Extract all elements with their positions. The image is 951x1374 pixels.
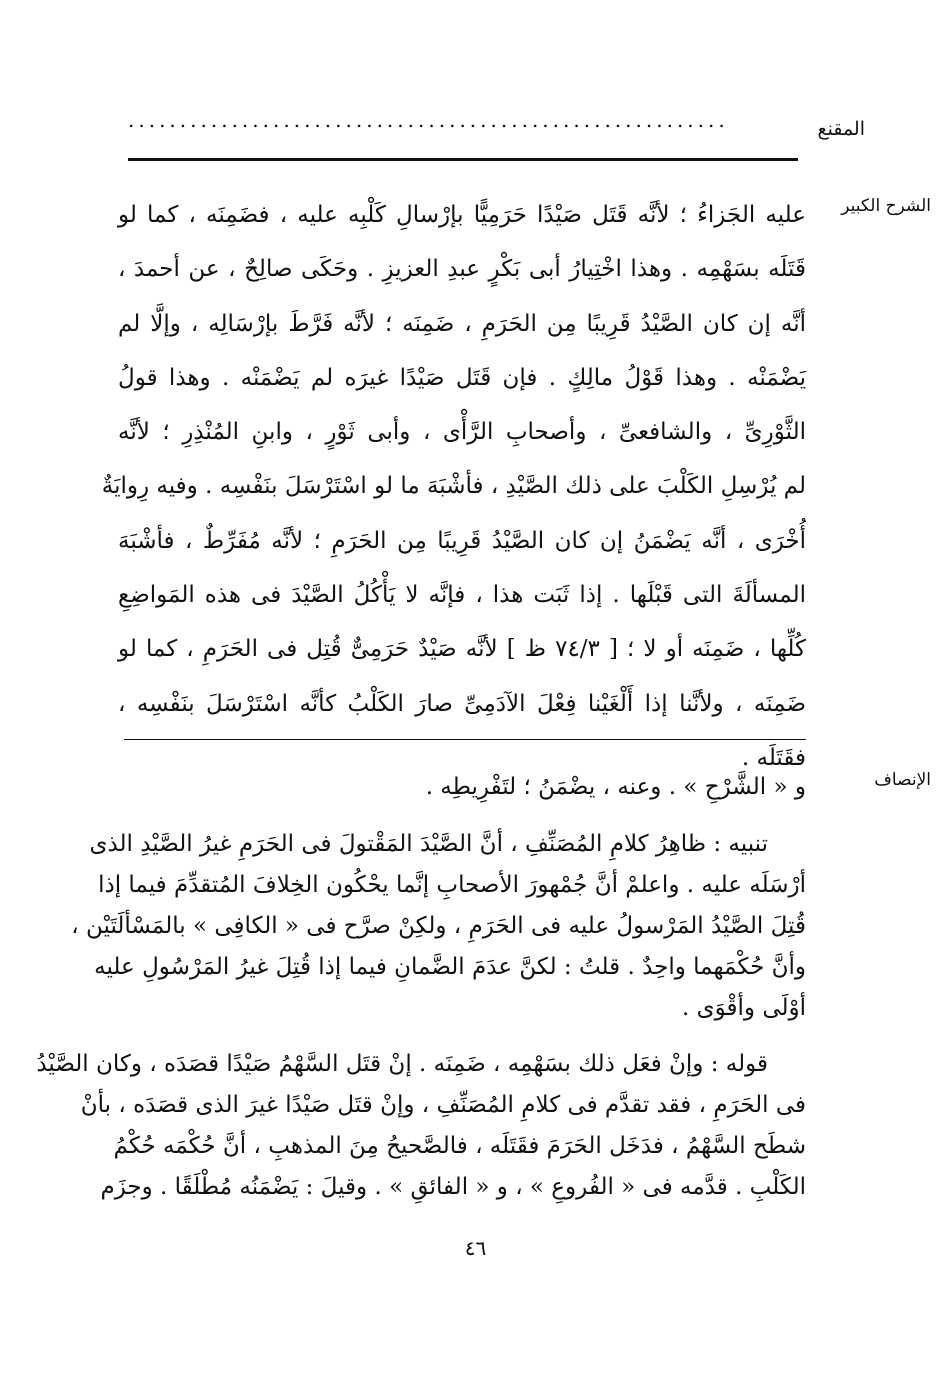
header-rule — [128, 158, 798, 161]
text-line: فى الحَرَمِ ، فقد تقدَّم فى كلامِ المُصَنِّفِ ، وإنْ قتَل صَيْدًا غيرَ الذى قصَدَه ، بأنْ — [80, 1092, 806, 1118]
text-line: و « الشَّرْحِ » . وعنه ، يضْمَنُ ؛ لتَفْرِيطِه . — [425, 774, 806, 800]
text-line: عليه الجَزاءُ ؛ لأنَّه قَتَل صَيْدًا حَرَمِيًّا بإرْسالِ كَلْبِه عليه ، فضَمِنَه ، كما لو — [118, 202, 806, 228]
header-dotted-leader: .......................................................... — [128, 108, 729, 132]
section-divider — [124, 739, 806, 740]
text-line: أُخْرَى ، أنَّه يَضْمَنُ إن كان الصَّيْدُ قَرِيبًا مِن الحَرَمِ ؛ لأنَّه مُفَرِّطٌ ، فأشْبَهَ — [118, 527, 806, 554]
section-label-sharh: الشرح الكبير — [841, 196, 931, 216]
text-line: المسألَةَ التى قَبْلَها . إذا ثَبَت هذا ، فإنَّه لا يَأْكُلُ الصَّيْدَ فى هذه المَواضِعِ — [118, 582, 806, 609]
text-line: كُلِّها ، ضَمِنَه أو لا ؛ [ ٧٤/٣ ظ ] لأنَّه صَيْدٌ حَرَمِىٌّ قُتِل فى الحَرَمِ ، كما لو — [118, 636, 806, 663]
text-line: قَتَلَه بسَهْمِه . وهذا اخْتِيارُ أبى بَكْرٍ عبدِ العزيزِ . وحَكَى صالِحٌ ، عن أحمدَ ، — [118, 256, 806, 283]
text-line: شطَح السَّهْمُ ، فدَخَل الحَرَمَ فقَتَلَه ، فالصَّحيحُ مِنَ المذهبِ ، أنَّ حُكْمَه حُكْمُ — [113, 1133, 806, 1159]
sharh-text-block — [101, 188, 806, 785]
text-line: الكَلْبِ . قدَّمه فى « الفُروعِ » ، و « الفائقِ » . وقيلَ : يَضْمَنُه مُطْلَقًا . وجزَم — [100, 1174, 806, 1200]
qawluh-paragraph — [36, 1044, 806, 1208]
text-line: قُتِلَ الصَّيْدُ المَرْسولُ عليه فى الحَرَمِ ، ولكِنْ صرَّح فى « الكافِى » بالمَسْألَتَيْن ، — [71, 913, 806, 939]
page-number: ٤٦ — [464, 1236, 487, 1260]
insaf-intro — [118, 766, 806, 808]
text-line: الثَّوْرِىِّ ، والشافعىِّ ، وأصحابِ الرَّأْى ، وأبى ثَوْرٍ ، وابنِ المُنْذِرِ ؛ لأنَّه — [118, 419, 806, 446]
text-line: أنَّه إن كان الصَّيْدُ قَرِيبًا مِن الحَرَمِ ، ضَمِنَه ؛ لأنَّه فَرَّطَ بإرْسَالِه ، وإلَّا لم — [118, 310, 806, 337]
text-line: وأنَّ حُكْمَهما واحِدٌ . قلتُ : لكنَّ عدَمَ الضَّمانِ فيما إذا قُتِلَ غيرُ المَرْسُولِ عليه — [94, 954, 806, 980]
tanbih-paragraph — [71, 824, 806, 1029]
text-line: قوله : وإنْ فعَل ذلك بسَهْمِه ، ضَمِنَه . إنْ قتَل السَّهْمُ صَيْدًا قصَدَه ، وكان الصَّيْدُ — [36, 1051, 768, 1077]
text-line: تنبيه : ظاهِرُ كلامِ المُصَنِّفِ ، أنَّ الصَّيْدَ المَقْتولَ فى الحَرَمِ غيرُ الصَّيْدِ الذى — [89, 831, 768, 857]
text-line: فقَتَلَه . — [741, 744, 806, 771]
text-line: يَضْمَنْه . وهذا قَوْلُ مالِكٍ . فإن قَتَل صَيْدًا غيرَه لم يَضْمَنْه . وهذا قولُ — [118, 364, 806, 391]
text-line: أرْسَلَه عليه . واعلمْ أنَّ جُمْهورَ الأصحابِ إنَّما يحْكُون الخِلافَ المُتقدِّمَ فيما إذا — [98, 872, 806, 898]
section-label-insaf: الإنصاف — [874, 770, 931, 790]
text-line: لم يُرْسِلِ الكَلْبَ على ذلك الصَّيْدِ ، فأشْبَهَ ما لو اسْتَرْسَلَ بنَفْسِه . وفيه رِوايَةٌ — [101, 473, 806, 500]
text-line: أوْلَى وأقْوَى . — [682, 995, 806, 1021]
text-line: ضَمِنَه ، ولأنَّنا إذا أَلْغَيْنا فِعْلَ الآدَمِىِّ صارَ الكَلْبُ كأنَّه اسْتَرْسَلَ بنَفْسِه ، — [118, 690, 806, 717]
running-header-title: المقنع — [817, 118, 865, 140]
